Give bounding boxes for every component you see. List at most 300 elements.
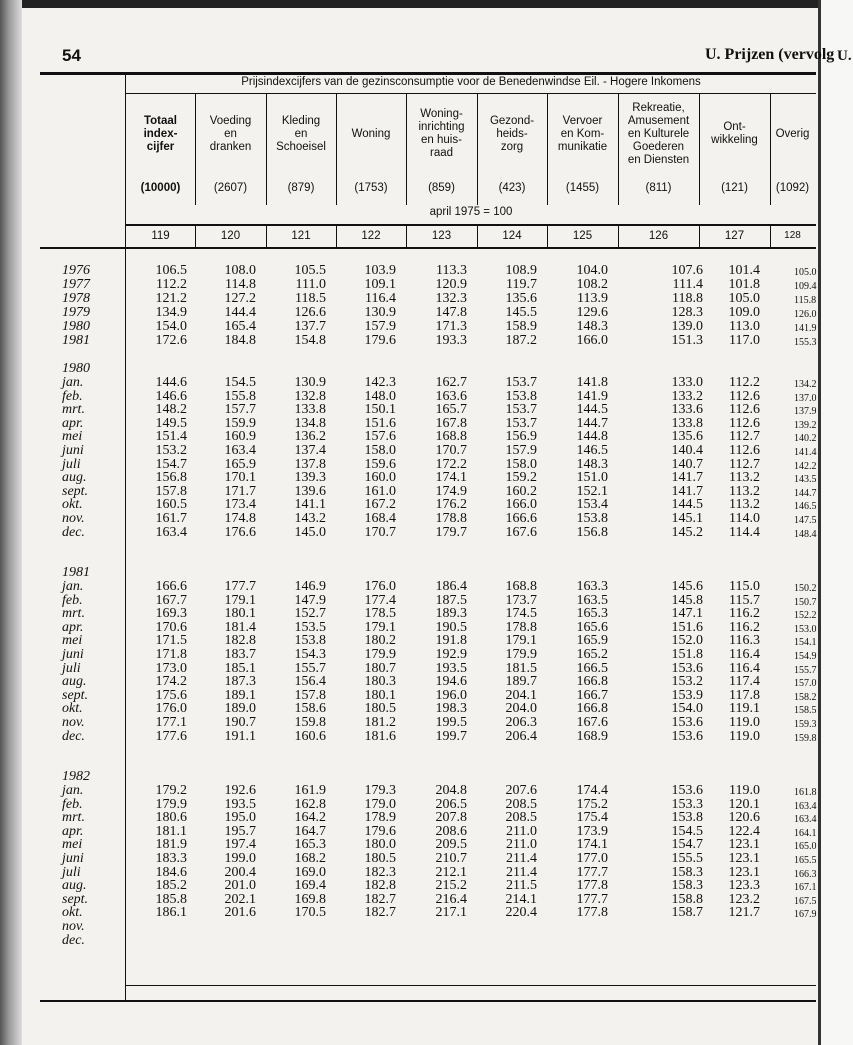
table-cell: 121.7 [728, 905, 760, 921]
table-cell: 111.4 [672, 276, 703, 292]
table-cell: 206.4 [505, 728, 537, 744]
table-cell: 129.6 [576, 304, 608, 320]
table-cell: 144.5 [671, 497, 703, 513]
column-label-line: heids- [496, 127, 528, 140]
table-cell: 199.5 [435, 715, 467, 730]
table-cell: 108.0 [224, 263, 256, 278]
table-cell: 160.0 [364, 470, 396, 486]
table-cell: 185.1 [224, 660, 256, 676]
table-cell: 144.7 [576, 415, 608, 431]
column-code: 123 [431, 230, 452, 242]
table-cell: 116.4 [365, 290, 396, 306]
table-cell: 153.7 [505, 375, 537, 390]
table-cell: 115.0 [729, 579, 760, 594]
table-cell: 137.4 [294, 443, 326, 458]
table-cell: 172.2 [435, 456, 467, 472]
table-cell: 158.2 [794, 691, 817, 703]
table-cell: 106.5 [155, 263, 187, 278]
table-cell: 158.8 [671, 891, 703, 907]
table-cell: 146.5 [794, 501, 817, 513]
table-cell: 112.6 [729, 402, 760, 418]
table-cell: 141.8 [576, 375, 608, 390]
table-cell: 165.5 [794, 855, 817, 866]
table-cell: 168.2 [294, 851, 326, 866]
table-cell: 171.7 [224, 483, 256, 499]
table-cell: 117.0 [729, 332, 760, 348]
table-cell: 139.3 [294, 470, 326, 486]
table-cell: 181.5 [505, 660, 537, 676]
table-cell: 160.5 [155, 497, 187, 513]
table-cell: 115.8 [794, 294, 817, 306]
table-cell: 156.9 [505, 429, 537, 445]
table-cell: 134.8 [294, 415, 326, 431]
table-cell: 177.0 [576, 851, 608, 866]
table-cell: 114.0 [729, 511, 760, 526]
table-cell: 144.7 [794, 487, 817, 499]
table-cell: 170.1 [224, 470, 256, 486]
table-cell: 177.7 [576, 864, 608, 880]
table-cell: 177.8 [576, 878, 608, 894]
table-cell: 144.4 [224, 304, 256, 320]
column-label [618, 93, 699, 175]
table-cell: 191.1 [224, 728, 256, 744]
table-cell: 142.2 [794, 460, 817, 472]
table-cell: 179.1 [364, 619, 396, 635]
table-cell: 112.7 [729, 429, 760, 445]
table-cell: 151.6 [364, 415, 396, 431]
column-code: 122 [361, 230, 381, 242]
column-header [266, 93, 336, 205]
table-cell: 112.6 [729, 443, 760, 458]
table-cell: 113.2 [729, 497, 760, 513]
table-title: Prijsindexcijfers van de gezinsconsumptie voor de Benedenwindse Eil. - Hogere Inkomens [241, 76, 701, 88]
group-heading: 1980 [62, 361, 90, 376]
column-header [770, 93, 815, 205]
table-cell: 151.3 [671, 332, 703, 348]
row-label: mrt. [62, 810, 85, 826]
row-label: sept. [62, 483, 89, 499]
column-weight: (1455) [565, 182, 600, 194]
table-cell: 166.0 [576, 332, 608, 348]
row-label: aug. [62, 878, 87, 894]
table-cell: 168.4 [364, 511, 396, 526]
table-cell: 179.0 [364, 796, 396, 812]
table-cell: 211.0 [506, 823, 537, 839]
column-code: 120 [220, 230, 241, 242]
table-cell: 147.9 [294, 592, 326, 608]
row-label: nov. [62, 919, 85, 934]
table-cell: 140.4 [671, 443, 703, 458]
table-cell: 108.2 [576, 276, 608, 292]
table-cell: 181.6 [364, 728, 396, 744]
table-cell: 155.5 [671, 851, 703, 866]
table-cell: 178.8 [435, 511, 467, 526]
column-code: 119 [151, 230, 170, 242]
table-cell: 180.1 [364, 687, 396, 703]
table-cell: 169.3 [155, 606, 187, 622]
table-cell: 201.6 [224, 905, 256, 921]
table-cell: 153.8 [294, 633, 326, 649]
table-cell: 148.3 [576, 318, 608, 334]
table-cell: 152.0 [671, 633, 703, 649]
table-cell: 179.3 [364, 783, 396, 798]
table-cell: 215.2 [435, 878, 467, 894]
table-cell: 179.2 [155, 783, 187, 798]
table-cell: 145.1 [671, 511, 703, 526]
table-cell: 171.8 [155, 647, 187, 662]
table-cell: 115.7 [729, 592, 760, 608]
table-cell: 104.0 [576, 263, 608, 278]
column-label-line: Schoeisel [276, 140, 326, 153]
row-label: mei [62, 837, 83, 853]
table-cell: 156.4 [294, 674, 326, 690]
table-cell: 117.8 [729, 687, 760, 703]
row-label: 1980 [62, 318, 90, 334]
row-label: juni [62, 443, 84, 458]
table-cell: 140.2 [794, 433, 817, 445]
table-cell: 169.4 [294, 878, 326, 894]
table-cell: 153.2 [155, 443, 187, 458]
table-cell: 204.1 [505, 687, 537, 703]
table-cell: 156.8 [155, 470, 187, 486]
table-cell: 163.4 [224, 443, 256, 458]
table-cell: 172.6 [155, 332, 187, 348]
table-cell: 151.0 [576, 470, 608, 486]
table-cell: 147.1 [671, 606, 703, 622]
table-cell: 181.2 [364, 715, 396, 730]
column-header [547, 93, 618, 205]
row-label: mei [62, 633, 83, 649]
table-cell: 191.8 [435, 633, 467, 649]
table-cell: 153.8 [505, 388, 537, 404]
table-cell: 137.0 [794, 392, 817, 404]
table-cell: 123.1 [728, 851, 760, 866]
table-cell: 171.5 [155, 633, 187, 649]
table-cell: 174.8 [224, 511, 256, 526]
table-cell: 153.8 [576, 511, 608, 526]
table-cell: 164.7 [294, 823, 326, 839]
table-cell: 139.2 [794, 419, 817, 431]
table-cell: 111.0 [295, 276, 326, 292]
table-cell: 143.2 [294, 511, 326, 526]
table-cell: 162.7 [435, 375, 467, 390]
table-cell: 118.5 [295, 290, 326, 306]
table-cell: 141.4 [794, 447, 817, 458]
table-cell: 153.4 [576, 497, 608, 513]
table-cell: 155.8 [224, 388, 256, 404]
table-cell: 204.8 [435, 783, 467, 798]
table-cell: 144.8 [576, 429, 608, 445]
table-cell: 165.4 [224, 318, 256, 334]
row-label: juli [62, 864, 81, 880]
table-cell: 154.0 [671, 701, 703, 717]
table-cell: 176.0 [155, 701, 187, 717]
table-cell: 170.5 [294, 905, 326, 921]
table-cell: 208.6 [435, 823, 467, 839]
table-cell: 187.3 [224, 674, 256, 690]
column-header [126, 93, 195, 205]
table-cell: 123.1 [728, 864, 760, 880]
table-cell: 173.9 [576, 823, 608, 839]
table-cell: 152.1 [576, 483, 608, 499]
table-cell: 116.2 [729, 619, 760, 635]
table-cell: 117.4 [729, 674, 760, 690]
table-cell: 214.1 [505, 891, 537, 907]
table-cell: 146.6 [155, 388, 187, 404]
table-cell: 211.4 [506, 864, 537, 880]
table-cell: 189.1 [224, 687, 256, 703]
table-cell: 109.1 [364, 276, 396, 292]
table-cell: 159.8 [794, 732, 817, 744]
table-cell: 181.9 [155, 837, 187, 853]
table-cell: 163.4 [794, 814, 817, 826]
table-cell: 153.6 [671, 660, 703, 676]
table-cell: 179.6 [364, 332, 396, 348]
table-cell: 176.6 [224, 524, 256, 540]
table-cell: 154.5 [671, 823, 703, 839]
row-label: okt. [62, 701, 83, 717]
base-period: april 1975 = 100 [429, 206, 513, 218]
table-cell: 134.2 [794, 379, 817, 390]
table-cell: 153.3 [671, 796, 703, 812]
table-cell: 159.8 [294, 715, 326, 730]
row-label: nov. [62, 715, 85, 730]
table-cell: 133.8 [671, 415, 703, 431]
table-cell: 137.8 [294, 456, 326, 472]
table-cell: 145.8 [671, 592, 703, 608]
row-label: okt. [62, 905, 83, 921]
table-cell: 189.0 [224, 701, 256, 717]
table-cell: 207.8 [435, 810, 467, 826]
column-header [618, 93, 699, 205]
table-cell: 174.4 [576, 783, 608, 798]
table-cell: 153.6 [671, 728, 703, 744]
table-cell: 174.9 [435, 483, 467, 499]
table-cell: 182.7 [364, 905, 396, 921]
page-number: 54 [62, 46, 81, 65]
table-cell: 141.7 [671, 483, 703, 499]
table-cell: 112.6 [729, 388, 760, 404]
table-cell: 154.0 [155, 318, 187, 334]
row-label: sept. [62, 891, 89, 907]
table-cell: 178.5 [364, 606, 396, 622]
table-cell: 159.3 [794, 719, 817, 730]
table-cell: 170.7 [364, 524, 396, 540]
table-cell: 137.7 [294, 318, 326, 334]
table-cell: 161.8 [794, 787, 817, 798]
table-cell: 177.7 [576, 891, 608, 907]
table-cell: 113.0 [729, 318, 760, 334]
table-cell: 116.3 [729, 633, 760, 649]
table-cell: 184.8 [224, 332, 256, 348]
table-cell: 152.2 [794, 610, 817, 622]
table-cell: 136.2 [294, 429, 326, 445]
row-label: jan. [62, 579, 84, 594]
row-label: juli [62, 456, 81, 472]
table-cell: 153.7 [505, 415, 537, 431]
column-label-line: Overig [775, 127, 810, 140]
table-cell: 180.5 [364, 851, 396, 866]
table-cell: 199.7 [435, 728, 467, 744]
column-label-line: Amusement [627, 114, 690, 127]
table-cell: 175.2 [576, 796, 608, 812]
table-cell: 153.8 [671, 810, 703, 826]
table-cell: 151.8 [671, 647, 703, 662]
table-cell: 155.7 [294, 660, 326, 676]
table-cell: 165.6 [576, 619, 608, 635]
table-cell: 133.8 [294, 402, 326, 418]
table-cell: 211.0 [506, 837, 537, 853]
table-cell: 175.4 [576, 810, 608, 826]
table-cell: 107.6 [671, 263, 703, 278]
table-cell: 184.6 [155, 864, 187, 880]
table-cell: 127.2 [224, 290, 256, 306]
table-cell: 173.7 [505, 592, 537, 608]
table-cell: 157.6 [364, 429, 396, 445]
table-cell: 144.6 [155, 375, 187, 390]
table-cell: 199.0 [224, 851, 256, 866]
table-cell: 164.2 [294, 810, 326, 826]
table-cell: 141.9 [794, 322, 817, 334]
page-bottom-rule [40, 1000, 816, 1002]
row-label: 1977 [62, 276, 90, 292]
table-cell: 141.1 [294, 497, 326, 513]
table-cell: 133.0 [671, 375, 703, 390]
table-cell: 148.3 [576, 456, 608, 472]
row-label: 1978 [62, 290, 90, 306]
table-cell: 186.4 [435, 579, 467, 594]
table-cell: 174.1 [435, 470, 467, 486]
table-cell: 177.1 [155, 715, 187, 730]
table-cell: 137.9 [794, 406, 817, 418]
column-label-line: zorg [500, 140, 524, 153]
table-cell: 197.4 [224, 837, 256, 853]
table-cell: 179.6 [364, 823, 396, 839]
table-cell: 113.9 [577, 290, 608, 306]
table-cell: 109.4 [794, 280, 817, 292]
table-cell: 163.6 [435, 388, 467, 404]
table-cell: 158.7 [671, 905, 703, 921]
table-cell: 112.7 [729, 456, 760, 472]
table-cell: 144.5 [576, 402, 608, 418]
row-label: juli [62, 660, 81, 676]
column-label-line: dranken [209, 140, 252, 153]
column-header [336, 93, 406, 205]
column-label-line: en Diensten [627, 153, 690, 166]
table-cell: 126.0 [794, 308, 817, 320]
row-label: aug. [62, 674, 87, 690]
table-cell: 163.4 [155, 524, 187, 540]
column-label-line: Totaal [143, 114, 177, 127]
table-cell: 196.0 [435, 687, 467, 703]
table-cell: 211.5 [506, 878, 537, 894]
table-cell: 177.6 [155, 728, 187, 744]
column-label-line: en huis- [421, 134, 462, 146]
column-label [195, 93, 266, 175]
table-cell: 148.2 [155, 402, 187, 418]
table-cell: 180.5 [364, 701, 396, 717]
table-cell: 165.9 [576, 633, 608, 649]
column-weight: (10000) [140, 182, 181, 194]
table-cell: 165.3 [294, 837, 326, 853]
table-cell: 133.6 [671, 402, 703, 418]
table-cell: 212.1 [435, 864, 467, 880]
table-cell: 185.2 [155, 878, 187, 894]
table-cell: 160.2 [505, 483, 537, 499]
table-cell: 146.9 [294, 579, 326, 594]
table-cell: 157.9 [505, 443, 537, 458]
table-cell: 173.4 [224, 497, 256, 513]
table-cell: 156.8 [576, 524, 608, 540]
column-label-line: Woning [351, 127, 391, 140]
table-cell: 193.3 [435, 332, 467, 348]
column-label-line: inrichting [418, 121, 465, 133]
table-cell: 207.6 [505, 783, 537, 798]
column-label-line: raad [429, 147, 454, 159]
table-cell: 158.3 [671, 864, 703, 880]
table-cell: 141.9 [576, 388, 608, 404]
table-cell: 181.4 [224, 619, 256, 635]
column-weight: (811) [645, 182, 672, 194]
row-label: 1979 [62, 304, 90, 320]
table-cell: 216.4 [435, 891, 467, 907]
table-cell: 170.7 [435, 443, 467, 458]
table-cell: 149.5 [155, 415, 187, 431]
base-rule [126, 224, 816, 226]
table-cell: 116.4 [729, 647, 760, 662]
table-cell: 119.1 [729, 701, 760, 717]
table-cell: 120.1 [728, 796, 760, 812]
table-cell: 109.0 [728, 304, 760, 320]
table-cell: 180.2 [364, 633, 396, 649]
row-label: apr. [62, 823, 84, 839]
table-cell: 187.5 [435, 592, 467, 608]
column-label [770, 93, 815, 175]
table-cell: 162.8 [294, 796, 326, 812]
table-cell: 123.3 [728, 878, 760, 894]
table-cell: 153.0 [794, 623, 817, 635]
table-cell: 154.5 [224, 375, 256, 390]
table-cell: 165.2 [576, 647, 608, 662]
table-cell: 201.0 [224, 878, 256, 894]
row-label: okt. [62, 497, 83, 513]
row-label: mrt. [62, 402, 85, 418]
table-cell: 145.6 [671, 579, 703, 594]
row-label: mei [62, 429, 83, 445]
table-cell: 210.7 [435, 851, 467, 866]
table-cell: 101.8 [728, 276, 760, 292]
table-cell: 130.9 [294, 375, 326, 390]
table-cell: 122.4 [728, 823, 760, 839]
table-cell: 120.6 [728, 810, 760, 826]
table-cell: 208.5 [505, 810, 537, 826]
row-label: mrt. [62, 606, 85, 622]
table-cell: 148.0 [364, 388, 396, 404]
table-cell: 176.2 [435, 497, 467, 513]
table-cell: 169.8 [294, 891, 326, 907]
table-cell: 165.9 [224, 456, 256, 472]
row-label: dec. [62, 728, 85, 744]
table-cell: 105.5 [294, 263, 326, 278]
column-label-line: cijfer [146, 140, 175, 153]
table-cell: 132.8 [294, 388, 326, 404]
column-label [406, 93, 477, 175]
table-cell: 186.1 [155, 905, 187, 921]
next-page-edge [818, 0, 853, 1045]
table-cell: 209.5 [435, 837, 467, 853]
table-cell: 154.1 [794, 637, 817, 649]
table-cell: 135.6 [671, 429, 703, 445]
